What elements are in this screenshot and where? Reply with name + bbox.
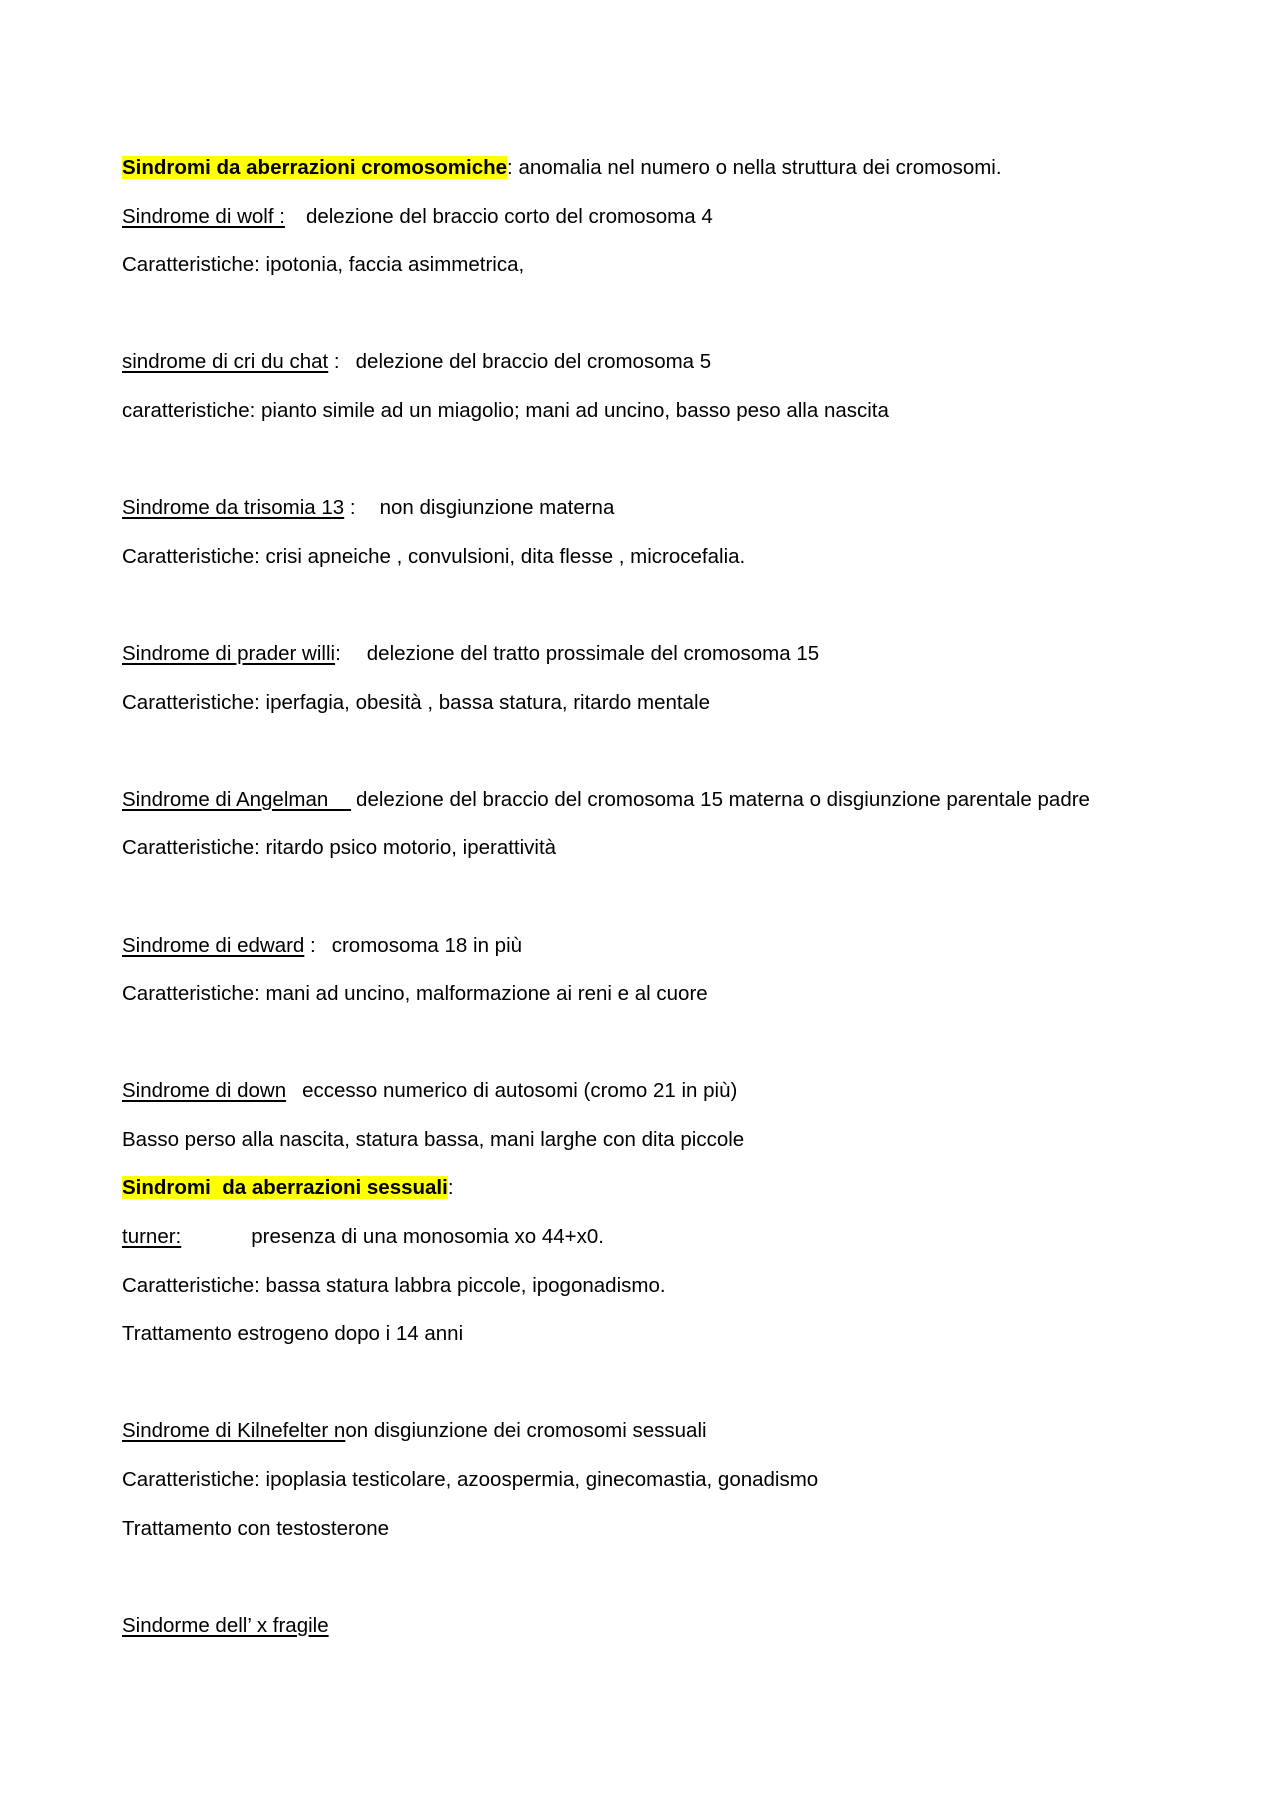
turner-title: turner: — [122, 1225, 182, 1249]
edward-title: Sindrome di edward — [122, 933, 305, 957]
wolf-line — [122, 200, 1202, 249]
document-body — [122, 151, 1202, 1657]
prader-willi-title: Sindrome di prader willi — [122, 641, 336, 665]
wolf-title: Sindrome di wolf : — [122, 204, 285, 228]
cri-du-chat-desc: delezione del braccio del cromosoma 5 — [355, 350, 712, 374]
turner-traits: Caratteristiche: bassa statura labbra piccole, ipogonadismo. — [122, 1273, 666, 1297]
edward-desc: cromosoma 18 in più — [331, 933, 523, 957]
angelman-traits: Caratteristiche: ritardo psico motorio, iperattività — [122, 836, 557, 860]
angelman-desc: delezione del braccio del cromosoma 15 materna o disgiunzione parentale padre — [356, 787, 1090, 811]
down-traits: Basso perso alla nascita, statura bassa, mani larghe con dita piccole — [122, 1127, 745, 1151]
angelman-line — [122, 783, 1202, 832]
x-fragile-line — [122, 1609, 1202, 1658]
down-desc: eccesso numerico di autosomi (cromo 21 in più) — [302, 1079, 738, 1103]
edward-traits: Caratteristiche: mani ad uncino, malformazione ai reni e al cuore — [122, 982, 708, 1006]
klinefelter-title: Sindrome di Kilnefelter n — [122, 1419, 346, 1443]
turner-treatment: Trattamento estrogeno dopo i 14 anni — [122, 1322, 464, 1346]
intro-line — [122, 151, 1202, 200]
prader-willi-desc: delezione del tratto prossimale del cromosoma 15 — [366, 641, 820, 665]
x-fragile-title: Sindorme dell’ x fragile — [122, 1613, 329, 1637]
turner-line — [122, 1220, 1202, 1269]
trisomia13-title: Sindrome da trisomia 13 — [122, 496, 345, 520]
sexual-heading: Sindromi da aberrazioni sessuali — [122, 1176, 448, 1200]
intro-text: : anomalia nel numero o nella struttura dei cromosomi. — [507, 156, 1002, 179]
trisomia13-desc: non disgiunzione materna — [379, 496, 615, 520]
klinefelter-line — [122, 1414, 1202, 1463]
prader-willi-sep: : — [335, 641, 341, 665]
sexual-heading-rest: : — [447, 1176, 454, 1200]
cri-du-chat-line — [122, 345, 1202, 394]
edward-sep: : — [304, 933, 316, 957]
trisomia13-sep: : — [344, 496, 356, 520]
klinefelter-treatment: Trattamento con testosterone — [122, 1516, 390, 1540]
prader-willi-line — [122, 637, 1202, 686]
angelman-title: Sindrome di Angelman — [122, 787, 352, 811]
cri-du-chat-sep: : — [328, 350, 340, 374]
prader-willi-traits: Caratteristiche: iperfagia, obesità , bassa statura, ritardo mentale — [122, 690, 710, 714]
klinefelter-desc: on disgiunzione dei cromosomi sessuali — [345, 1419, 707, 1443]
trisomia13-line — [122, 491, 1202, 540]
wolf-traits: Caratteristiche: ipotonia, faccia asimmetrica, — [122, 253, 525, 277]
sexual-heading-line — [122, 1171, 1202, 1220]
cri-du-chat-title: sindrome di cri du chat — [122, 350, 329, 374]
cri-du-chat-traits: caratteristiche: pianto simile ad un miagolio; mani ad uncino, basso peso alla nascita — [122, 398, 889, 422]
chromosomal-heading: Sindromi da aberrazioni cromosomiche — [122, 156, 508, 179]
turner-desc: presenza di una monosomia xo 44+x0. — [251, 1225, 604, 1249]
edward-line — [122, 929, 1202, 978]
trisomia13-traits: Caratteristiche: crisi apneiche , convulsioni, dita flesse , microcefalia. — [122, 544, 746, 568]
klinefelter-traits: Caratteristiche: ipoplasia testicolare, azoospermia, ginecomastia, gonadismo — [122, 1468, 819, 1492]
wolf-desc: delezione del braccio corto del cromosoma 4 — [305, 204, 713, 228]
down-title: Sindrome di down — [122, 1079, 287, 1103]
down-line — [122, 1074, 1202, 1123]
